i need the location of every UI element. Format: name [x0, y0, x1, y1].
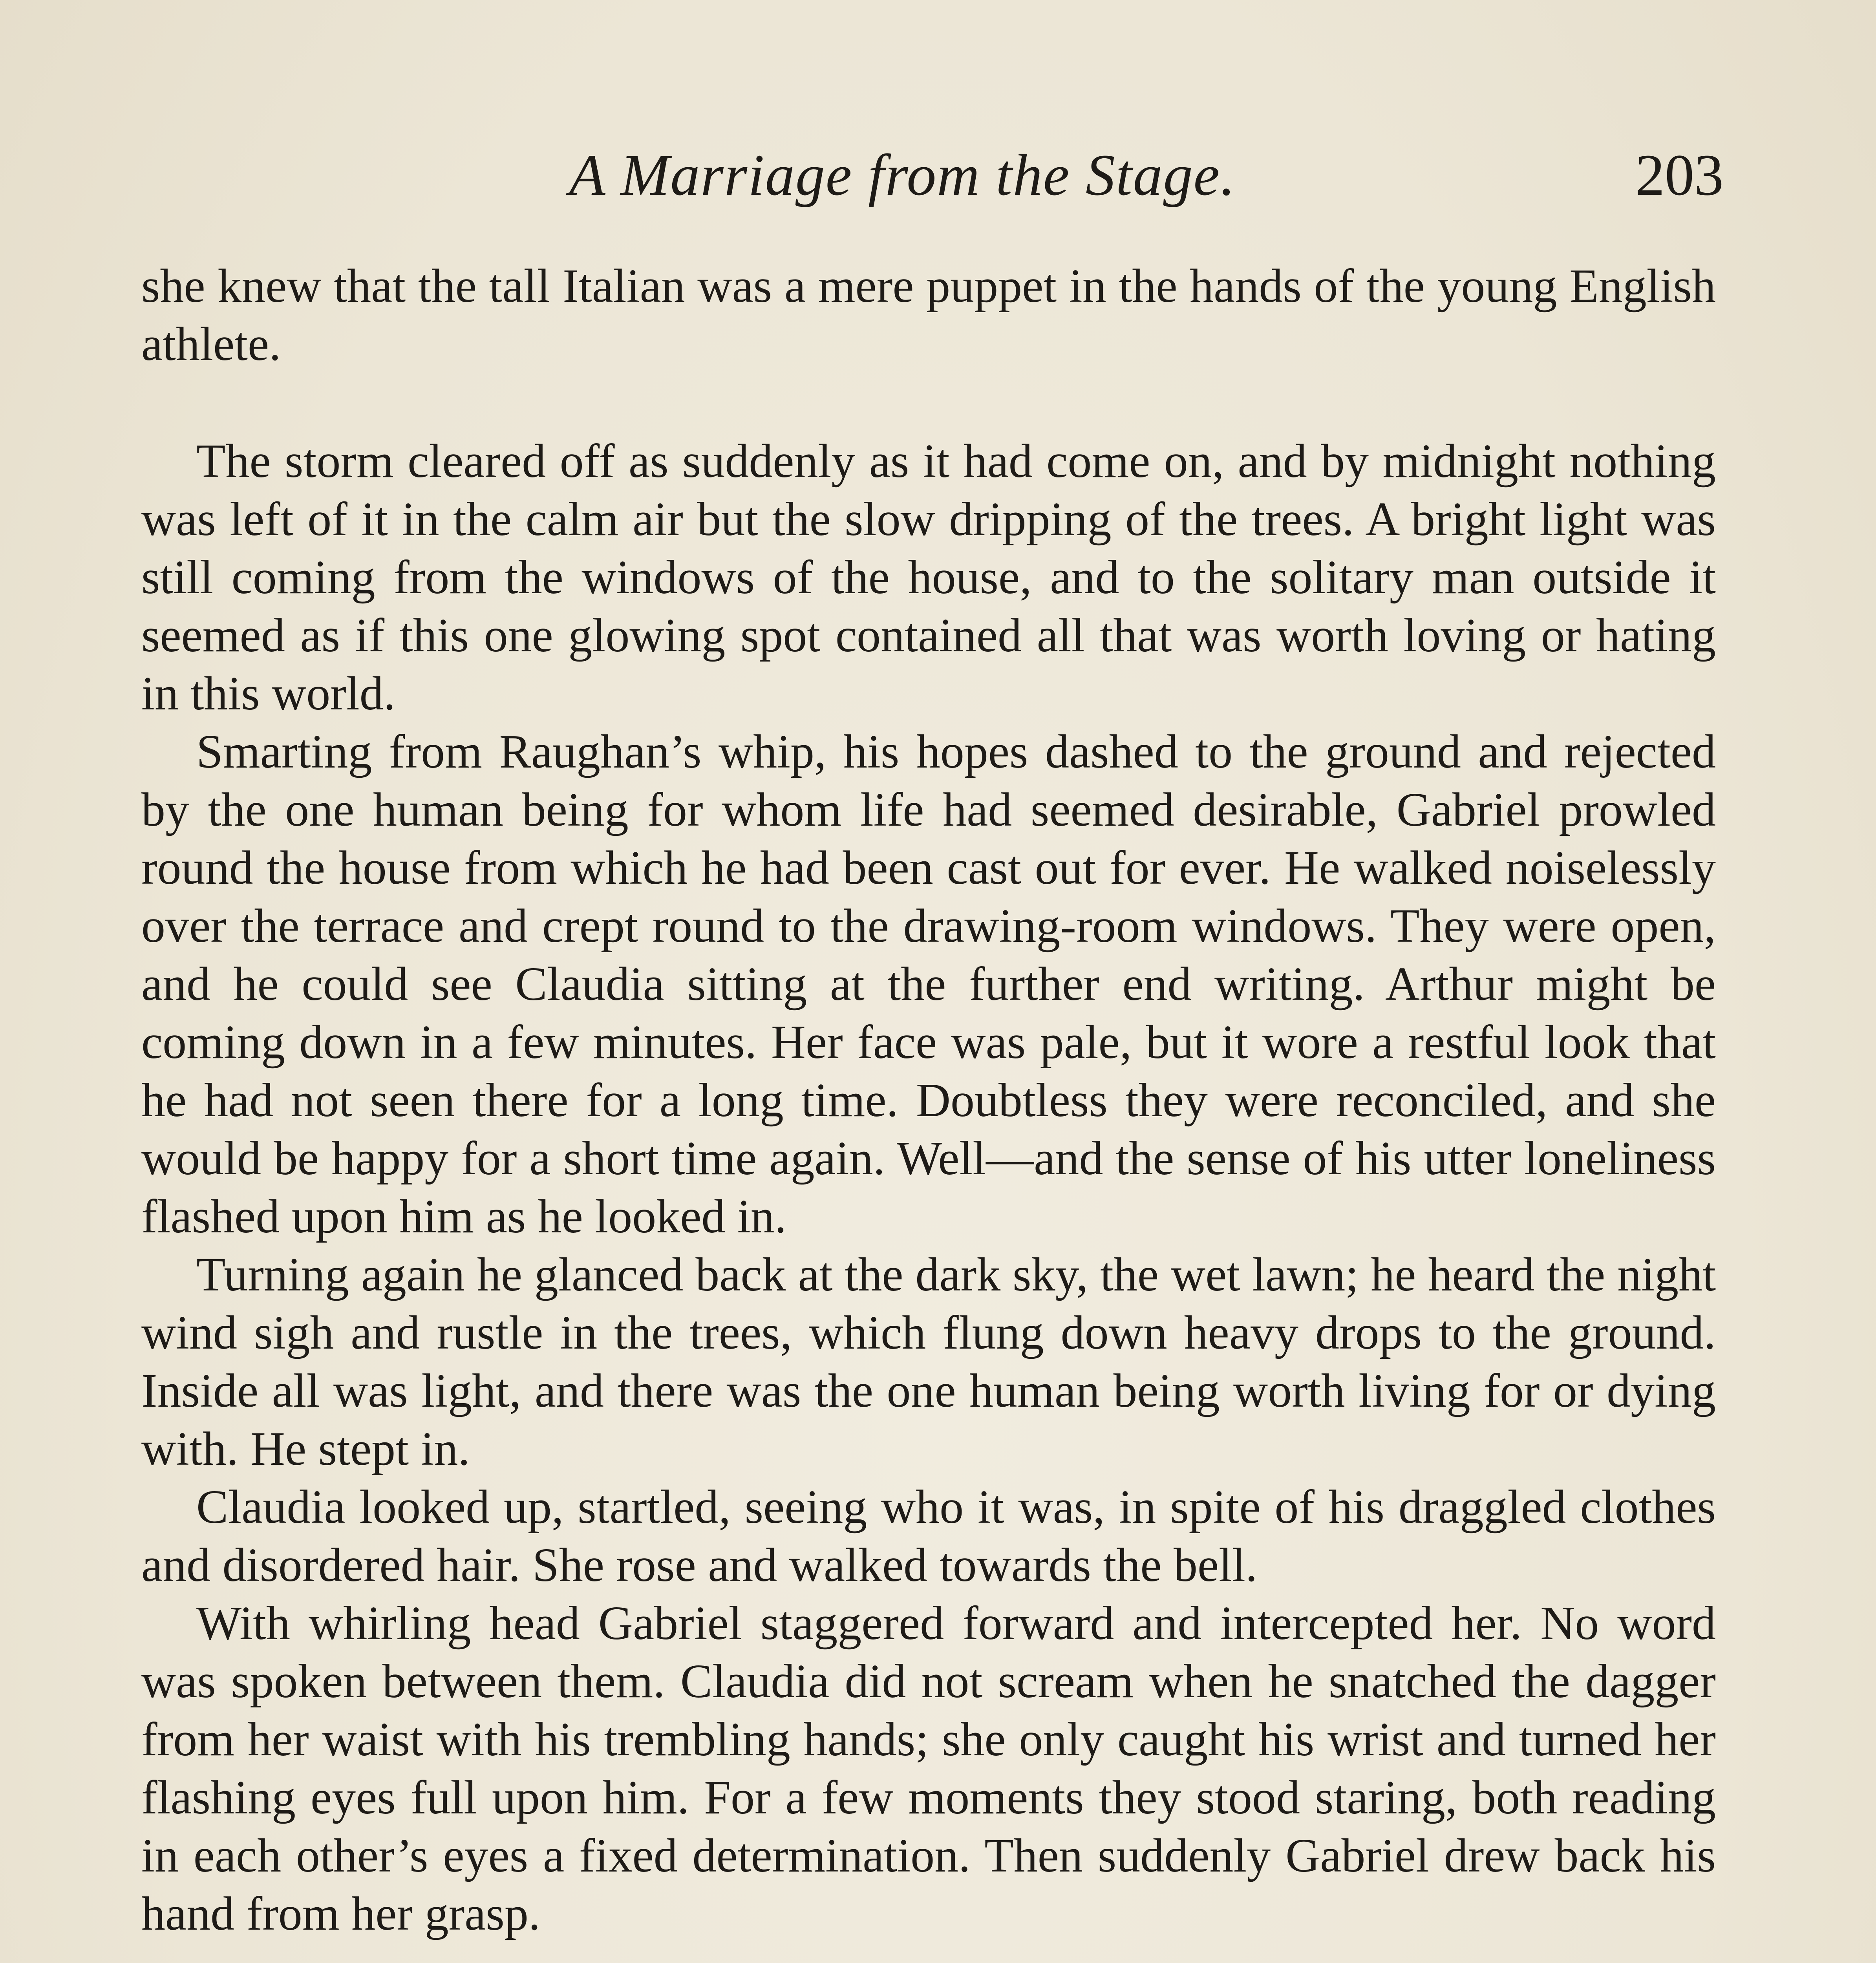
running-head: [141, 141, 1724, 220]
paragraph-storm: The storm cleared off as suddenly as it had come on, and by midnight nothing was left of it in the calm air but the slow dripping of the trees. A bright light was still coming from the windows of the house, and to the solitary man outside it seemed as if this one glowing spot contained all that was worth loving or hating in this world.: [141, 435, 1716, 720]
paragraph-whirling-head: With whirling head Gabriel staggered forward and intercepted her. No word was spoken between them. Claudia did not scream when he snatched the dagger from her waist with his trembling hands; she only caught his wrist and turned her flashing eyes full upon him. For a few moments they stood staring, both reading in each other’s eyes a fixed determination. Then suddenly Gabriel drew back his hand from her grasp.: [141, 1597, 1716, 1940]
paragraph-continuation: she knew that the tall Italian was a mere puppet in the hands of the young English athlete.: [141, 260, 1716, 371]
paragraph-smarting: Smarting from Raughan’s whip, his hopes dashed to the ground and rejected by the one human being for whom life had seemed desirable, Gabriel prowled round the house from which he had been cast out for ever. He walked noiselessly over the terrace and crept round to the drawing-room windows. They were open, and he could see Claudia sitting at the further end writing. Arthur might be coming down in a few minutes. Her face was pale, but it wore a restful look that he had not seen there for a long time. Doubtless they were reconciled, and she would be happy for a short time again. Well—and the sense of his utter loneliness flashed upon him as he looked in.: [141, 725, 1716, 1243]
paragraph-claudia-looked: Claudia looked up, startled, seeing who it was, in spite of his draggled clothes and disordered hair. She rose and walked towards the bell.: [141, 1480, 1716, 1592]
body-text: [141, 257, 1716, 1963]
page-number: 203: [1635, 143, 1724, 208]
paragraph-turning: Turning again he glanced back at the dark sky, the wet lawn; he heard the night wind sigh and rustle in the trees, which flung down heavy drops to the ground. Inside all was light, and there was the one human being worth living for or dying with. He stept in.: [141, 1248, 1716, 1475]
running-title: A Marriage from the Stage.: [569, 143, 1236, 208]
